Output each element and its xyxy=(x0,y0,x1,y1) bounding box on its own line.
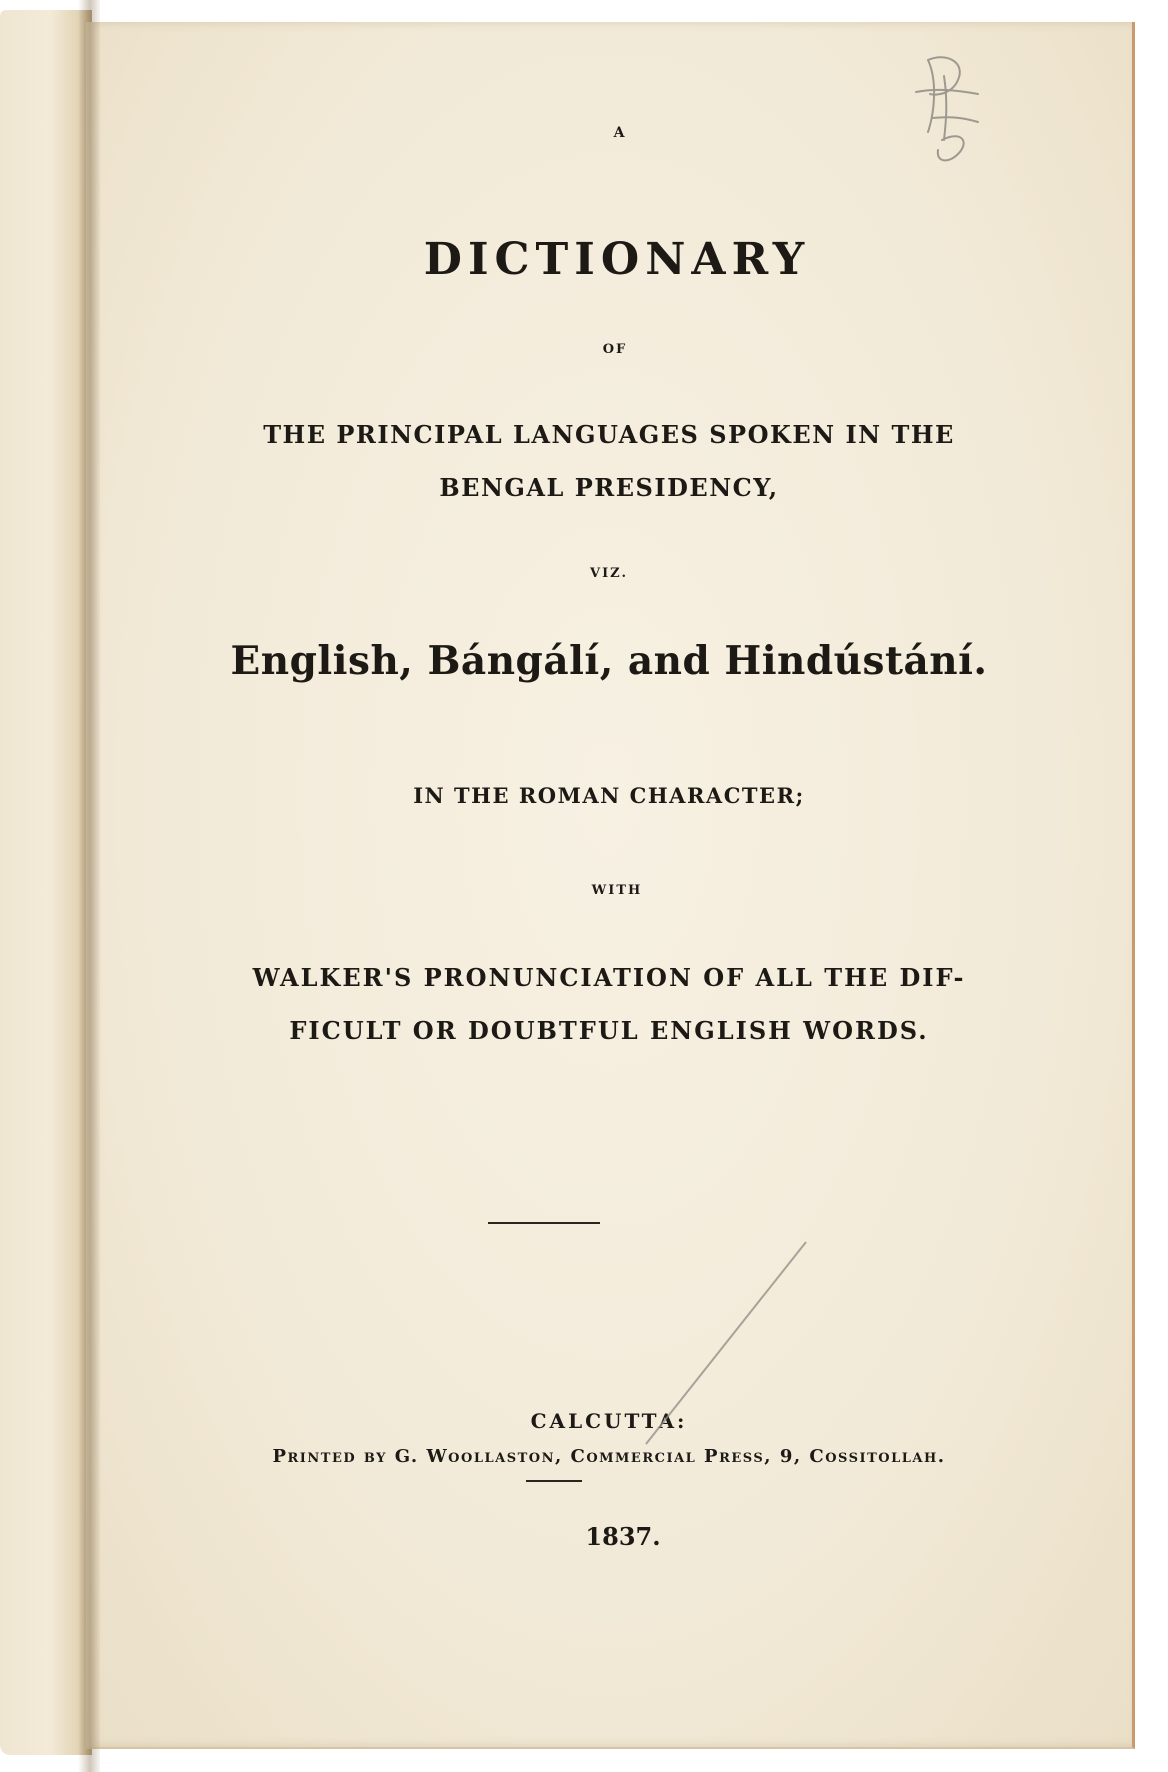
article-a: A xyxy=(613,125,625,141)
spine-shadow xyxy=(78,0,100,1772)
viz-line: VIZ. xyxy=(590,566,628,581)
imprint-printer: Printed by G. Woollaston, Commercial Press, 9, Cossitollah. xyxy=(272,1446,946,1467)
pencil-diagonal-line xyxy=(646,1242,806,1444)
with-line: WITH xyxy=(591,883,643,898)
script-line: IN THE ROMAN CHARACTER; xyxy=(413,783,805,808)
pronunciation-line-1: WALKER'S PRONUNCIATION OF ALL THE DIF- xyxy=(252,963,966,992)
imprint-city: CALCUTTA: xyxy=(530,1409,688,1433)
subtitle-line-1: THE PRINCIPAL LANGUAGES SPOKEN IN THE xyxy=(263,420,955,449)
subtitle-line-2: BENGAL PRESIDENCY, xyxy=(439,473,779,502)
of-line: OF xyxy=(602,342,628,357)
pencil-marks xyxy=(86,22,1132,1747)
main-title: DICTIONARY xyxy=(423,234,811,285)
pencil-shelfmark xyxy=(916,57,978,160)
imprint-year: 1837. xyxy=(585,1522,661,1551)
pronunciation-line-2: FICULT OR DOUBTFUL ENGLISH WORDS. xyxy=(289,1016,929,1045)
languages-line: English, Bángálí, and Hindústání. xyxy=(230,638,988,684)
title-page xyxy=(86,22,1135,1749)
